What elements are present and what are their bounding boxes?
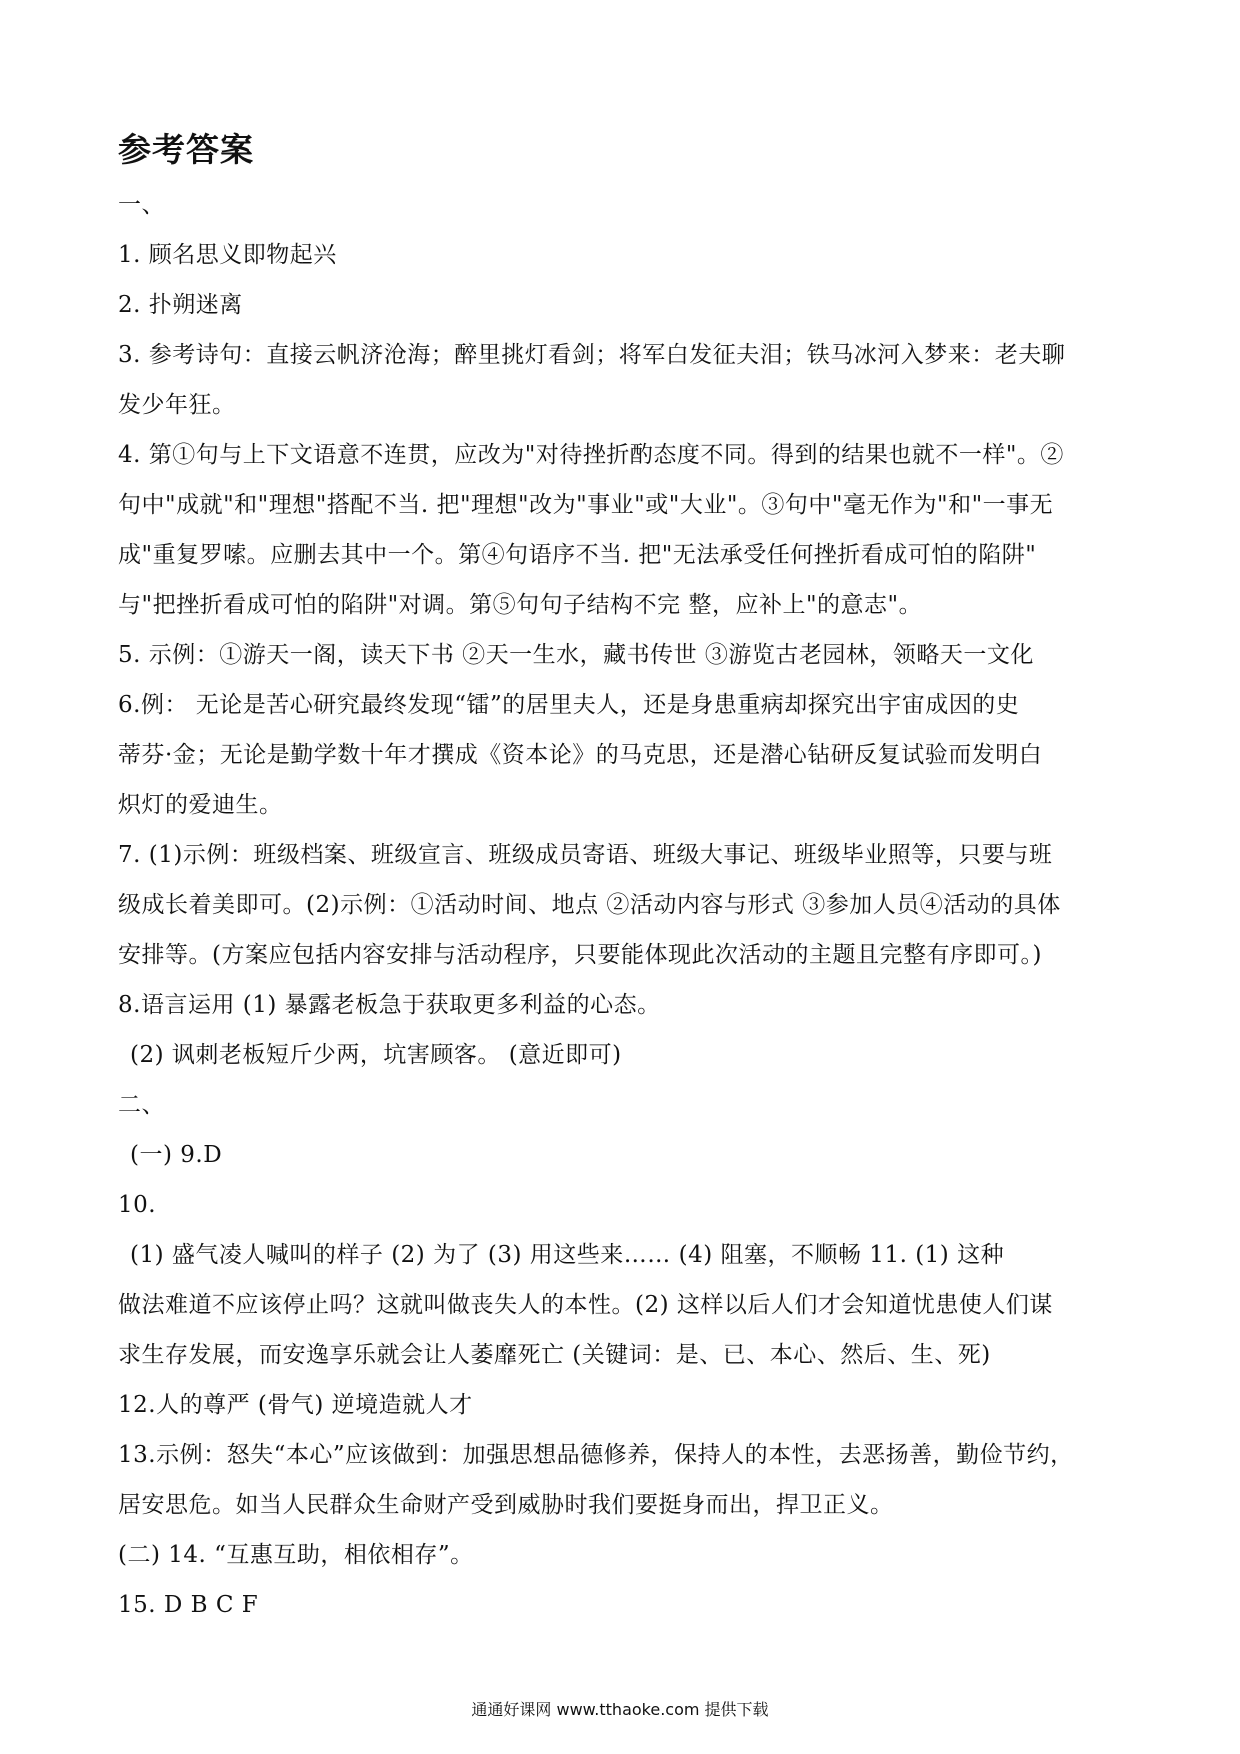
- answer-line: 7. (1)示例：班级档案、班级宣言、班级成员寄语、班级大事记、班级毕业照等，只要与班: [118, 842, 1053, 868]
- answer-line: 2. 扑朔迷离: [118, 292, 243, 318]
- answer-line: 与"把挫折看成可怕的陷阱"对调。第⑤句句子结构不完 整，应补上"的意志"。: [118, 592, 923, 618]
- section-heading-one: 一、: [118, 192, 165, 218]
- answer-line: 级成长着美即可。(2)示例：①活动时间、地点 ②活动内容与形式 ③参加人员④活动的具体: [118, 892, 1061, 918]
- answer-line: 8.语言运用 (1) 暴露老板急于获取更多利益的心态。: [118, 992, 661, 1018]
- document-page: [118, 0, 1128, 1754]
- page-title: 参考答案: [118, 130, 254, 169]
- answer-line: 成"重复罗嗦。应删去其中一个。第④句语序不当. 把"无法承受任何挫折看成可怕的陷阱": [118, 542, 1037, 568]
- answer-line: 15. D B C F: [118, 1592, 259, 1618]
- answer-line: (一) 9.D: [130, 1142, 223, 1168]
- answer-line: 句中"成就"和"理想"搭配不当. 把"理想"改为"事业"或"大业"。③句中"毫无作为"和"一事无: [118, 492, 1054, 518]
- answer-line: 12.人的尊严 (骨气) 逆境造就人才: [118, 1392, 473, 1418]
- answer-line: 5. 示例：①游天一阁，读天下书 ②天一生水，藏书传世 ③游览古老园林，领略天一文化: [118, 642, 1034, 668]
- answer-line: (二) 14. “互惠互助，相依相存”。: [118, 1542, 474, 1568]
- section-heading-two: 二、: [118, 1092, 165, 1118]
- answer-line: 蒂芬·金；无论是勤学数十年才撰成《资本论》的马克思，还是潜心钻研反复试验而发明白: [118, 742, 1043, 768]
- answer-line: 1. 顾名思义即物起兴: [118, 242, 337, 268]
- answer-line: (2) 讽刺老板短斤少两，坑害顾客。 (意近即可): [130, 1042, 622, 1068]
- answer-line: 安排等。(方案应包括内容安排与活动程序，只要能体现此次活动的主题且完整有序即可。): [118, 942, 1042, 968]
- page-footer: 通通好课网 www.tthaoke.com 提供下载: [471, 1700, 769, 1719]
- answer-body: [118, 180, 1128, 1630]
- answer-line: 4. 第①句与上下文语意不连贯，应改为"对待挫折酌态度不同。得到的结果也就不一样"。②: [118, 442, 1064, 468]
- answer-line: 做法难道不应该停止吗？这就叫做丧失人的本性。(2) 这样以后人们才会知道忧患使人们谋: [118, 1292, 1053, 1318]
- answer-line: (1) 盛气凌人喊叫的样子 (2) 为了 (3) 用这些来…… (4) 阻塞，不顺畅 11. (1) 这种: [130, 1242, 1005, 1268]
- answer-line: 求生存发展，而安逸享乐就会让人萎靡死亡 (关键词：是、已、本心、然后、生、死): [118, 1342, 991, 1368]
- answer-line: 13.示例：怒失“本心”应该做到：加强思想品德修养，保持人的本性，去恶扬善，勤俭节约，: [118, 1442, 1074, 1468]
- answer-line: 10.: [118, 1192, 157, 1218]
- answer-line: 居安思危。如当人民群众生命财产受到威胁时我们要挺身而出，捍卫正义。: [118, 1492, 894, 1518]
- answer-line: 发少年狂。: [118, 392, 236, 418]
- answer-line: 3. 参考诗句：直接云帆济沧海；醉里挑灯看剑；将军白发征夫泪；铁马冰河入梦来：老夫聊: [118, 342, 1066, 368]
- answer-line: 6.例： 无论是苦心研究最终发现“镭”的居里夫人，还是身患重病却探究出宇宙成因的史: [118, 692, 1020, 718]
- answer-line: 炽灯的爱迪生。: [118, 792, 283, 818]
